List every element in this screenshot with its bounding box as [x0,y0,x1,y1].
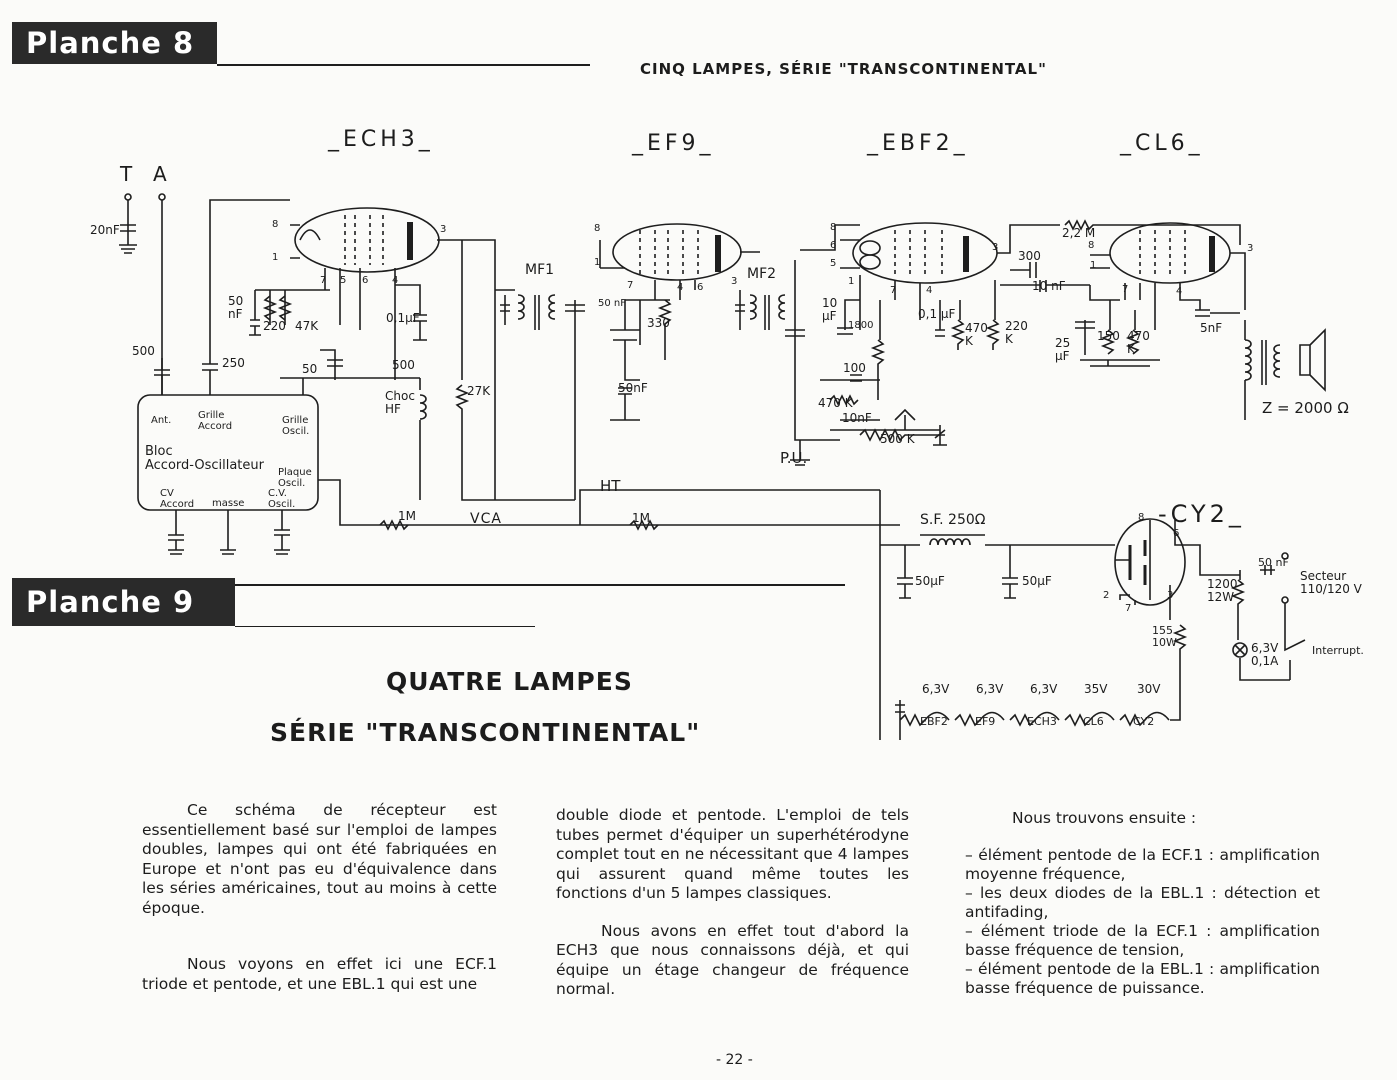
pin-number: 7 [627,280,634,291]
pin-number: 8 [272,219,279,230]
label-01uf-b: 0,1 µF [918,307,956,321]
filament-ef9-v: 6,3V [976,682,1004,696]
column-1 [142,801,497,994]
label-5nf: 5nF [1200,321,1223,335]
bloc-ant-label: Ant. [151,415,172,426]
label-220: 220 [263,319,286,333]
label-50nf-2: 50 nF [598,298,626,309]
label-50nf-b: 50 nF [1258,556,1289,569]
bloc-grille-oscil: Grille Oscil. [282,415,310,437]
label-22m: 2,2 M [1062,226,1096,240]
plate-8-title: CINQ LAMPES, SÉRIE "TRANSCONTINENTAL" [640,60,1047,78]
pin-number: 7 [890,285,897,296]
pin-number: 1 [272,252,279,263]
pin-number: 3 [1167,590,1174,601]
bloc-grille-accord: Grille Accord [198,410,233,432]
pin-number: 3 [440,224,447,235]
label-250: 250 [222,356,245,370]
pin-number: 4 [392,275,399,286]
pin-number: 6 [1173,528,1180,539]
label-10nf-b: 10 nF [1032,279,1066,293]
paragraph: Ce schéma de récepteur est essentiellement basé sur l'emploi de lampes doubles, lampes qui ont été fabriquées en Europe et n'ont pas eu d'équivalence dans les séries américaines, tout au moins à cette époque. [142,801,497,917]
filament-cy2-v: 30V [1137,682,1161,696]
label-pu: P.U. [780,449,808,467]
label-50uf: 50µF [915,574,945,588]
pin-number: 6 [697,282,704,293]
label-impedance: Z = 2000 Ω [1262,399,1349,417]
tube-label-ech3: _ECH3_ [328,127,434,152]
label-470k-b: 470 K [965,321,988,349]
pin-number: 3 [1247,243,1254,254]
label-50uf-2: 50µF [1022,574,1052,588]
filament-ebf2-name: EBF2 [920,715,948,728]
label-500: 500 [132,344,155,358]
bloc-plaque-oscil: Plaque Oscil. [278,467,312,489]
label-100: 100 [843,361,866,375]
pin-number: 1 [848,276,855,287]
paragraph: double diode et pentode. L'emploi de tels tubes permet d'équiper un superhétérodyne complet tout en ne nécessitant que 4 lampes qui assurent quand même toutes les fonctions d'un 5 lampes classiques. [556,806,909,902]
bloc-cv-accord: CV Accord [160,488,195,510]
label-1800: 1800 [848,320,874,331]
label-27k: 27K [467,384,491,398]
pin-number: 7 [1125,603,1132,614]
plate-9-title-line1: QUATRE LAMPES [386,667,633,696]
plate-8-tag: Planche 8 [12,22,217,64]
label-choc-hf: Choc HF [385,389,415,417]
tube-label-ef9: _EF9_ [632,131,715,156]
pin-number: 1 [1090,260,1097,271]
label-50nf-3: 50nF [618,381,648,395]
label-20nf: 20nF [90,223,120,237]
label-1m-2: 1M [632,511,650,525]
column-3-intro: Nous trouvons ensuite : [1012,809,1197,827]
label-1200: 1200 12W [1207,577,1238,605]
tube-label-ebf2: _EBF2_ [867,131,969,156]
label-500k: 500 K [880,432,915,446]
pin-number: 7 [320,275,327,286]
list-item: – élément pentode de la ECF.1 : amplification moyenne fréquence, [965,846,1320,883]
pin-number: 4 [926,285,933,296]
pin-number: 1 [594,257,601,268]
paragraph: Nous avons en effet tout d'abord la ECH3 que nous connaissons déjà, et qui équipe un étage changeur de fréquence normal. [556,921,909,998]
tube-label-cl6: _CL6_ [1120,131,1204,156]
label-47k: 47K [295,319,319,333]
filament-cy2-name: CY2 [1133,715,1155,728]
label-50nf: 50 nF [228,294,244,322]
pin-number: 8 [1138,512,1145,523]
pin-number: 3 [731,276,738,287]
pin-number: 5 [340,275,347,286]
pin-number: 8 [594,223,601,234]
pin-number: 3 [992,242,999,253]
label-500b: 500 [392,358,415,372]
pin-number: 8 [1088,240,1095,251]
list-item: – élément pentode de la EBL.1 : amplification basse fréquence de puissance. [965,960,1320,997]
column-3 [965,809,1320,998]
label-01uf: 0,1µF [386,311,420,325]
label-470k: 470 K [818,396,853,410]
label-10uf: 10 µF [822,296,838,324]
label-25uf: 25 µF [1055,336,1071,364]
paragraph: Nous voyons en effet ici une ECF.1 triode et pentode, et une EBL.1 qui est une [142,955,497,993]
tube-label-cy2: -CY2_ [1158,500,1245,528]
filament-ech3-v: 6,3V [1030,682,1058,696]
pin-number: 6 [830,240,837,251]
label-330: 330 [647,316,670,330]
label-mf2: MF2 [747,266,777,282]
plate-9-rule-thin [235,626,535,627]
pin-number: 6 [362,275,369,286]
label-150: 150 [1097,329,1120,343]
pin-number: 2 [1103,590,1110,601]
label-secteur: Secteur 110/120 V [1300,569,1362,597]
pin-number: 4 [677,282,684,293]
pin-number: 5 [830,258,837,269]
pin-number: 8 [830,222,837,233]
plate-9-rule [235,584,845,586]
filament-ebf2-v: 6,3V [922,682,950,696]
label-interrupt: Interrupt. [1312,644,1364,657]
label-pilot-lamp: 6,3V 0,1A [1251,641,1279,669]
filament-ef9-name: EF9 [975,715,996,728]
label-155: 155 10W [1152,624,1177,650]
filament-cl6-v: 35V [1084,682,1108,696]
list-item: – élément triode de la ECF.1 : amplification basse fréquence de tension, [965,922,1320,959]
label-mf1: MF1 [525,262,555,278]
label-1m: 1M [398,509,416,523]
label-50: 50 [302,362,318,376]
label-10nf: 10nF [842,411,872,425]
label-220k: 220 K [1005,319,1028,347]
filament-ech3-name: ECH3 [1027,715,1057,728]
bloc-masse: masse [212,498,245,509]
antenna-t-label: T [120,162,133,186]
label-470k-c: 470 K [1127,329,1150,357]
pin-number: 4 [1176,286,1183,297]
page-number: - 22 - [716,1052,753,1068]
antenna-a-label: A [153,162,167,186]
plate-9-tag: Planche 9 [12,578,235,626]
list-item: – les deux diodes de la EBL.1 : détection et antifading, [965,884,1320,921]
plate-9-title-line2: SÉRIE "TRANSCONTINENTAL" [270,718,701,747]
label-300: 300 [1018,249,1041,263]
bloc-cv-oscil: C.V. Oscil. [268,488,296,510]
label-vca: VCA [470,511,502,527]
pin-number: 7 [1122,284,1129,295]
column-2 [556,806,909,1000]
label-sf-250: S.F. 250Ω [920,512,986,528]
bloc-label: Bloc Accord-Oscillateur [145,444,264,474]
label-ht: HT [600,477,621,495]
filament-cl6-name: CL6 [1083,715,1104,728]
